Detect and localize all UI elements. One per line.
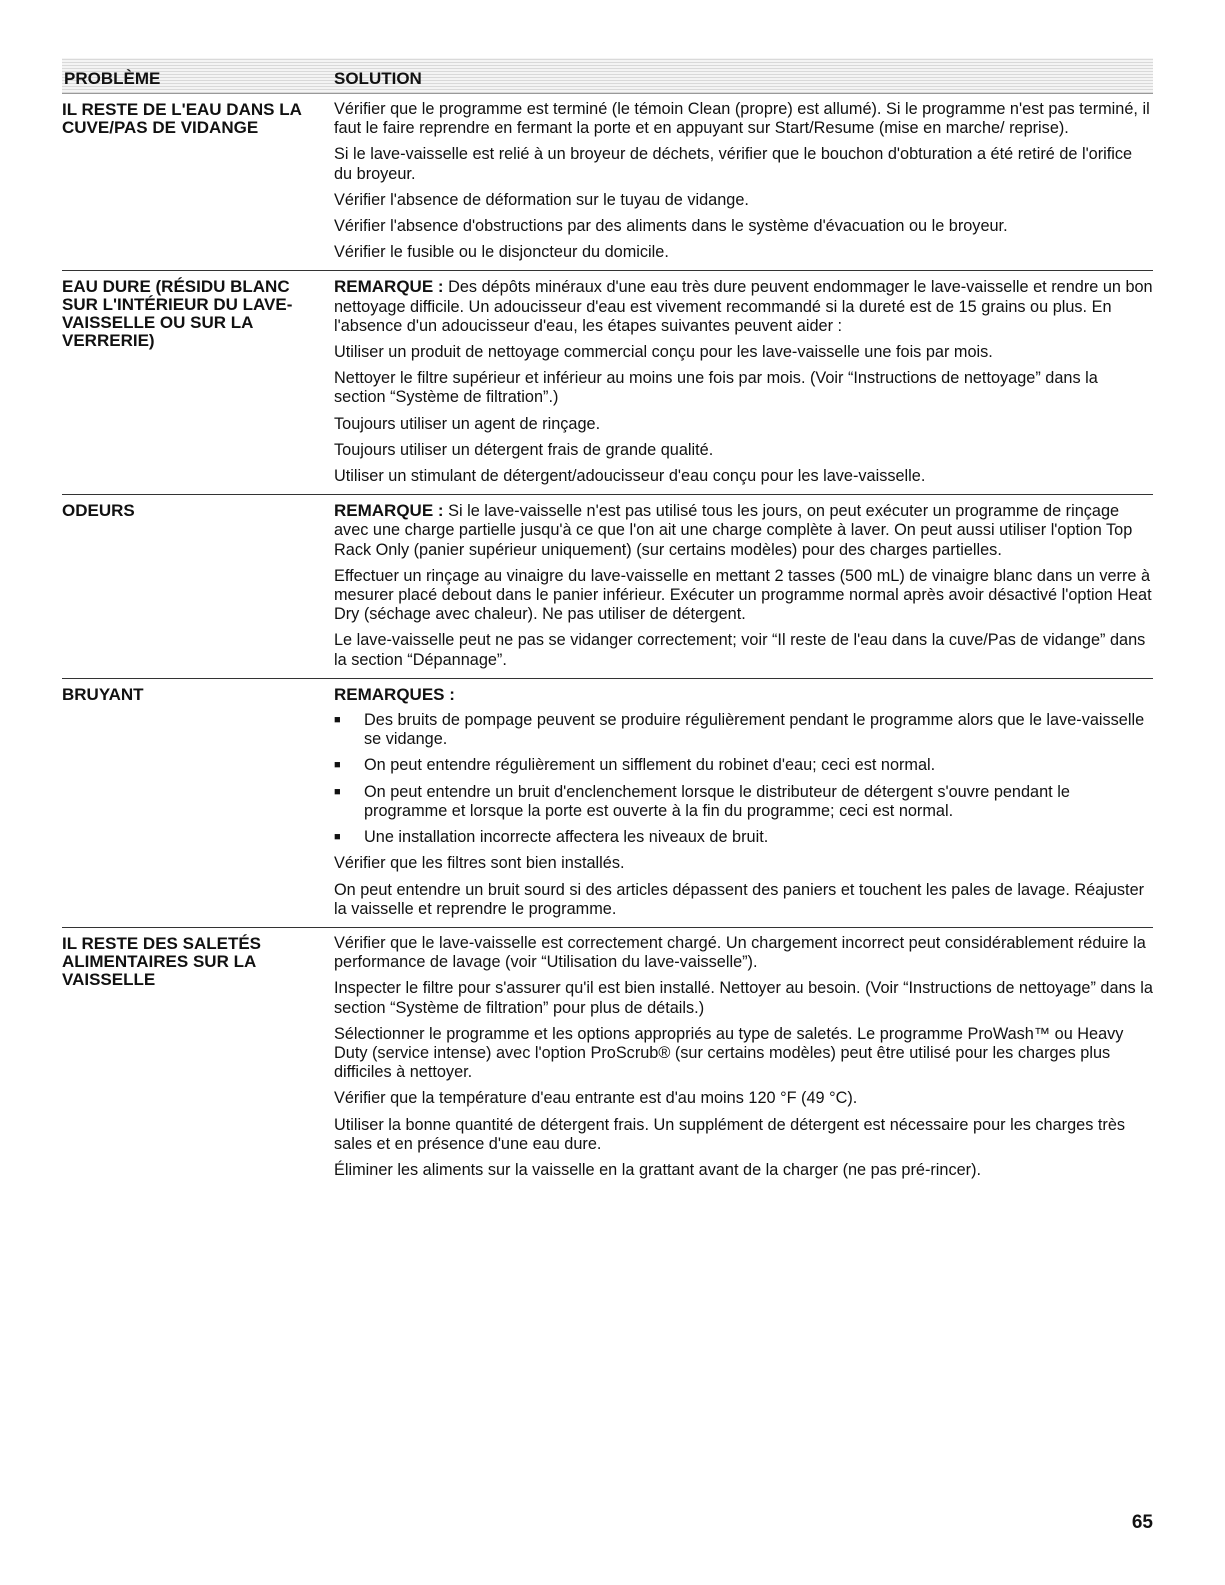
note-label: REMARQUE : [334,501,444,521]
solution-paragraph: Vérifier que le lave-vaisselle est correctement chargé. Un chargement incorrect peut considérablement réduire la performance de lavage (voir “Utilisation du lave-vaisselle”). [334,933,1146,972]
note-paragraph [334,501,1153,560]
problem-cell: IL RESTE DE L'EAU DANS LA CUVE/PAS DE VIDANGE [62,100,302,137]
solution-paragraph: Vérifier que le programme est terminé (le témoin Clean (propre) est allumé). Si le programme n'est pas terminé, il faut le faire reprendre en fermant la porte et en appuyant sur Start/Resume (mise en marche/ reprise). [334,100,1150,138]
page-number: 65 [1131,1512,1153,1533]
list-item [334,756,1153,775]
solution-paragraph: Le lave-vaisselle peut ne pas se vidanger correctement; voir “Il reste de l'eau dans la cuve/Pas de vidange” dans la section “Dépannage”. [334,631,1146,669]
problem-cell: EAU DURE (RÉSIDU BLANC SUR L'INTÉRIEUR DU LAVE-VAISSELLE OU SUR LA VERRERIE) [62,277,293,351]
list-item [334,711,1153,749]
table-row [62,271,1153,495]
solution-paragraph: Inspecter le filtre pour s'assurer qu'il est bien installé. Nettoyer au besoin. (Voir “Instructions de nettoyage” dans la section “Système de filtration” pour plus de détails.) [334,979,1153,1017]
problem-cell: IL RESTE DES SALETÉS ALIMENTAIRES SUR LA VAISSELLE [62,933,262,989]
solution-paragraph: Effectuer un rinçage au vinaigre du lave-vaisselle en mettant 2 tasses (500 mL) de vinaigre blanc dans un verre à mesurer placé debout dans le panier inférieur. Exécuter un programme normal après avoir désactivé l'option Heat Dry (séchage avec chaleur). Ne pas utiliser de détergent. [334,566,1152,624]
list-item-text: Une installation incorrecte affectera les niveaux de bruit. [364,828,769,847]
solution-paragraph: Éliminer les aliments sur la vaisselle en la grattant avant de la charger (ne pas pré-rincer). [334,1160,982,1179]
remarks-heading: REMARQUES : [334,684,455,704]
solution-cell [334,277,1153,488]
list-item-text: On peut entendre un bruit d'enclenchement lorsque le distributeur de détergent s'ouvre pendant le programme et lorsque la porte est ouverte à la fin du programme; ceci est normal. [364,782,1070,820]
solution-cell [334,100,1153,264]
solution-paragraph: Utiliser la bonne quantité de détergent frais. Un supplément de détergent est nécessaire pour les charges très sales et en présence d'une eau dure. [334,1115,1126,1153]
table-row [62,928,1153,1188]
list-item-text: Des bruits de pompage peuvent se produire régulièrement pendant le programme alors que le lave-vaisselle se vidange. [364,711,1145,749]
solution-paragraph: On peut entendre un bruit sourd si des articles dépassent des paniers et touchent les pales de lavage. Réajuster la vaisselle et reprendre le programme. [334,880,1145,918]
list-item [334,783,1153,821]
solution-paragraph: Nettoyer le filtre supérieur et inférieur au moins une fois par mois. (Voir “Instructions de nettoyage” dans la section “Système de filtration”.) [334,369,1098,407]
solution-paragraph: Utiliser un stimulant de détergent/adoucisseur d'eau conçu pour les lave-vaisselle. [334,467,926,486]
list-item [334,828,1153,847]
table-row [62,495,1153,679]
solution-paragraph: Toujours utiliser un détergent frais de grande qualité. [334,440,714,459]
solution-paragraph: Toujours utiliser un agent de rinçage. [334,414,601,433]
solution-paragraph: Vérifier l'absence de déformation sur le tuyau de vidange. [334,190,749,209]
square-bullet-icon: ■ [334,831,341,844]
square-bullet-icon: ■ [334,785,341,798]
solution-paragraph: Vérifier l'absence d'obstructions par des aliments dans le système d'évacuation ou le broyeur. [334,217,1008,236]
solution-cell [334,501,1153,672]
square-bullet-icon: ■ [334,714,341,727]
troubleshooting-table [62,58,1153,1188]
header-problem: PROBLÈME [64,69,161,88]
solution-cell [334,685,1153,921]
square-bullet-icon: ■ [334,759,341,772]
solution-paragraph: Vérifier que les filtres sont bien installés. [334,854,625,873]
table-header [62,58,1153,94]
table-row [62,94,1153,271]
note-paragraph [334,277,1153,336]
problem-cell: ODEURS [62,501,135,521]
header-solution: SOLUTION [334,69,422,88]
solution-paragraph: Sélectionner le programme et les options appropriés au type de saletés. Le programme ProWash™ ou Heavy Duty (service intense) avec l'option ProScrub® (sur certains modèles) peut être utilisé pour les charges plus difficiles à nettoyer. [334,1024,1124,1082]
table-row [62,679,1153,928]
solution-cell [334,934,1153,1182]
solution-paragraph: Utiliser un produit de nettoyage commercial conçu pour les lave-vaisselle une fois par mois. [334,343,993,362]
solution-paragraph: Vérifier que la température d'eau entrante est d'au moins 120 °F (49 °C). [334,1089,858,1108]
solution-paragraph: Si le lave-vaisselle est relié à un broyeur de déchets, vérifier que le bouchon d'obturation a été retiré de l'orifice du broyeur. [334,145,1133,183]
note-label: REMARQUE : [334,277,444,297]
solution-paragraph: Vérifier le fusible ou le disjoncteur du domicile. [334,243,669,262]
note-text: Des dépôts minéraux d'une eau très dure peuvent endommager le lave-vaisselle et rendre un bon nettoyage difficile. Un adoucisseur d'eau est vivement recommandé si la dureté est de 15 grains ou plus. En l'absence d'un adoucisseur d'eau, les étapes suivantes peuvent aider : [334,278,1153,335]
problem-cell: BRUYANT [62,684,144,704]
note-text: Si le lave-vaisselle n'est pas utilisé tous les jours, on peut exécuter un programme de rinçage avec une charge partielle jusqu'à ce que l'on ait une charge complète à laver. On peut aussi utiliser l'option Top Rack Only (panier supérieur uniquement) (sur certains modèles) pour des charges partielles. [334,502,1133,559]
list-item-text: On peut entendre régulièrement un sifflement du robinet d'eau; ceci est normal. [364,756,936,775]
